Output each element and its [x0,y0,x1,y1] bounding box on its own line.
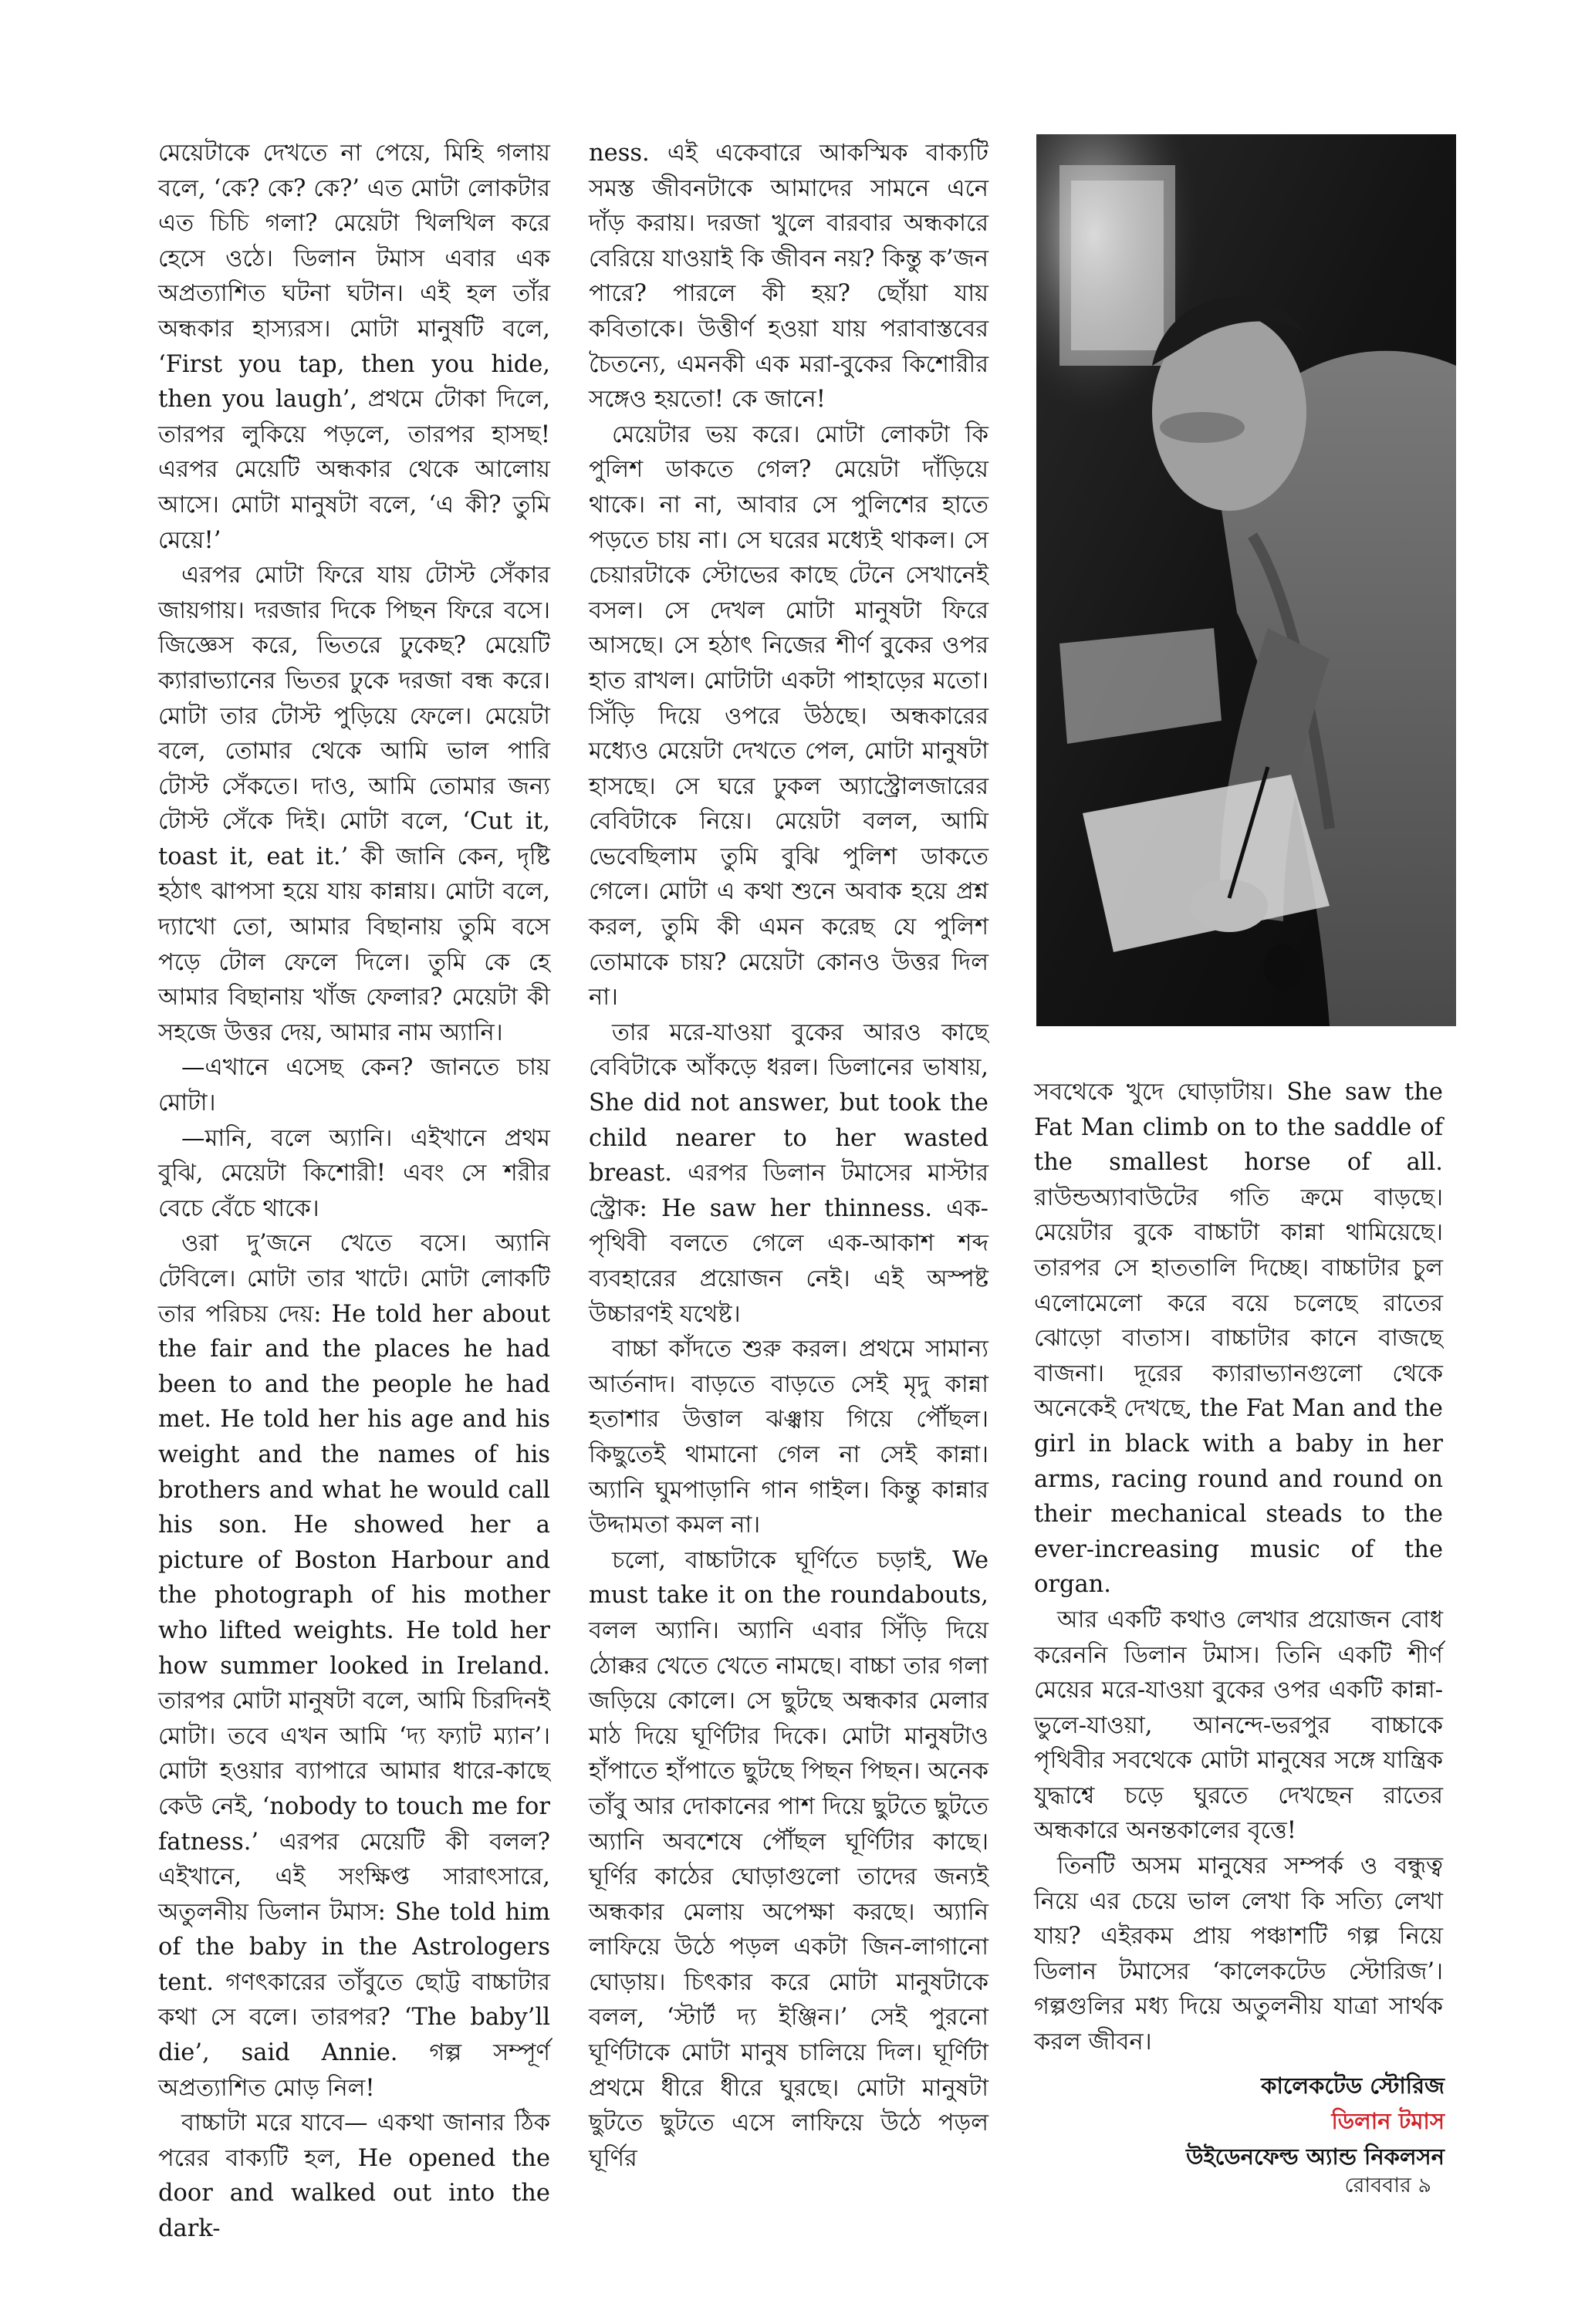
author-photo [1036,134,1456,1026]
paragraph: —মানি, বলে অ্যানি। এইখানে প্রথম বুঝি, মেয়েটা কিশোরী! এবং সে শরীর বেচে বেঁচে থাকে। [158,1124,550,1222]
paragraph: মেয়েটার ভয় করে। মোটা লোকটা কি পুলিশ ডাকতে গেল? মেয়েটা দাঁড়িয়ে থাকে। না না, আবার সে পুলিশের হাতে পড়তে চায় না। সে ঘরের মধ্যেই থাকল। সে চেয়ারটাকে স্টোভের কাছে টেনে সেখানেই বসল। সে দেখল মোটা মানুষটা ফিরে আসছে। সে হঠাৎ নিজের শীর্ণ বুকের ওপর হাত রাখল। মোটাটা একটা পাহাড়ের মতো। সিঁড়ি দিয়ে ওপরে উঠছে। অন্ধকারের মধ্যেও মেয়েটা দেখতে পেল, মোটা মানুষটা হাসছে। সে ঘরে ঢুকল অ্যাস্ট্রোলজারের বেবিটাকে নিয়ে। মেয়েটা বলল, আমি ভেবেছিলাম তুমি বুঝি পুলিশ ডাকতে গেলে। মোটা এ কথা শুনে অবাক হয়ে প্রশ্ন করল, তুমি কী এমন করেছ যে পুলিশ তোমাকে চায়? মেয়েটা কোনও উত্তর দিল না। [589,421,988,1012]
paragraph: তার মরে-যাওয়া বুকের আরও কাছে বেবিটাকে আঁকড়ে ধরল। ডিলানের ভাষায়, She did not answer, but took the child nearer to her wasted breast. এরপর ডিলান টমাসের মাস্টার স্ট্রোক: He saw her thinness. এক-পৃথিবী বলতে গেলে এক-আকাশ শব্দ ব্যবহারের প্রয়োজন নেই। এই অস্পষ্ট উচ্চারণই যথেষ্ট। [589,1018,988,1328]
paragraph: ওরা দু’জনে খেতে বসে। অ্যানি টেবিলে। মোটা তার খাটে। মোটা লোকটি তার পরিচয় দেয়: He told her about the fair and the places he had been to and the people he had met. He told her his age and his weight and the names of his brothers and what he would call his son. He showed her a picture of Boston Harbour and the photograph of his mother who lifted weights. He told her how summer looked in Ireland. তারপর মোটা মানুষটা বলে, আমি চিরদিনই মোটা। তবে এখন আমি ‘দ্য ফ্যাট ম্যান’। মোটা হওয়ার ব্যাপারে আমার ধারে-কাছে কেউ নেই, ‘nobody to touch me for fatness.’ এরপর মেয়েটি কী বলল? এইখানে, এই সংক্ষিপ্ত সারাৎসারে, অতুলনীয় ডিলান টমাস: She told him of the baby in the Astrologers tent. গণৎকারের তাঁবুতে ছোট্ট বাচ্চাটার কথা সে বলে। তারপর? ‘The baby’ll die’, said Annie. গল্প সম্পূর্ণ অপ্রত্যাশিত মোড় নিল! [158,1230,551,2102]
paragraph: তিনটি অসম মানুষের সম্পর্ক ও বন্ধুত্ব নিয়ে এর চেয়ে ভাল লেখা কি সত্যি লেখা যায়? এইরকম প্রায় পঞ্চাশটি গল্প নিয়ে ডিলান টমাসের ‘কালেকটেড স্টোরিজ’। গল্পগুলির মধ্য দিয়ে অতুলনীয় যাত্রা সার্থক করল জীবন। [1034,1853,1443,2056]
book-title: কালেকটেড স্টোরিজ [1261,2072,1445,2099]
paragraph: ness. এই একেবারে আকস্মিক বাক্যটি সমস্ত জীবনটাকে আমাদের সামনে এনে দাঁড় করায়। দরজা খুলে বারবার অন্ধকারে বেরিয়ে যাওয়াই কি জীবন নয়? কিন্তু ক’জন পারে? পারলে কী হয়? ছোঁয়া যায় কবিতাকে। উত্তীর্ণ হওয়া যায় পরাবাস্তবের চৈতন্যে, এমনকী এক মরা-বুকের কিশোরীর সঙ্গেও হয়তো! কে জানে! [589,140,988,414]
paragraph: বাচ্চা কাঁদতে শুরু করল। প্রথমে সামান্য আর্তনাদ। বাড়তে বাড়তে সেই মৃদু কান্না হতাশার উত্তাল ঝঞ্ঝায় গিয়ে পৌঁছল। কিছুতেই থামানো গেল না সেই কান্না। অ্যানি ঘুমপাড়ানি গান গাইল। কিন্তু কান্নার উদ্দামতা কমল না। [589,1336,988,1539]
book-author: ডিলান টমাস [1331,2108,1445,2134]
article-column-1 [158,136,550,2247]
paragraph: —এখানে এসেছ কেন? জানতে চায় মোটা। [158,1054,550,1117]
paragraph: চলো, বাচ্চাটাকে ঘূর্ণিতে চড়াই, We must take it on the roundabouts, বলল অ্যানি। অ্যানি এবার সিঁড়ি দিয়ে ঠোক্কর খেতে খেতে নামছে। বাচ্চা তার গলা জড়িয়ে কোলে। সে ছুটছে অন্ধকার মেলার মাঠ দিয়ে ঘূর্ণিটার দিকে। মোটা মানুষটাও হাঁপাতে হাঁপাতে ছুটছে পিছন পিছন। অনেক তাঁবু আর দোকানের পাশ দিয়ে ছুটতে ছুটতে অ্যানি অবশেষে পৌঁছল ঘূর্ণিটার কাছে। ঘূর্ণির কাঠের ঘোড়াগুলো তাদের জন্যই অন্ধকার মেলায় অপেক্ষা করছে। অ্যানি লাফিয়ে উঠে পড়ল একটা জিন-লাগানো ঘোড়ায়। চিৎকার করে মোটা মানুষটাকে বলল, ‘স্টার্ট দ্য ইঞ্জিন।’ সেই পুরনো ঘূর্ণিটাকে মোটা মানুষ চালিয়ে দিল। ঘূর্ণিটা প্রথমে ধীরে ধীরে ঘুরছে। মোটা মানুষটা ছুটতে ছুটতে এসে লাফিয়ে উঠে পড়ল ঘূর্ণির [589,1546,988,2172]
paragraph: বাচ্চাটা মরে যাবে— একথা জানার ঠিক পরের বাক্যটি হল, He opened the door and walked out into the dark- [158,2110,550,2243]
article-column-2 [589,136,988,2176]
book-credits [1186,2068,1445,2174]
paragraph: আর একটি কথাও লেখার প্রয়োজন বোধ করেননি ডিলান টমাস। তিনি একটি শীর্ণ মেয়ের মরে-যাওয়া বুকের ওপর একটি কান্না-ভুলে-যাওয়া, আনন্দে-ভরপুর বাচ্চাকে পৃথিবীর সবথেকে মোটা মানুষের সঙ্গে যান্ত্রিক যুদ্ধাশ্বে চড়ে ঘুরতে দেখছেন রাতের অন্ধকারে অনন্তকালের বৃত্তে! [1034,1606,1443,1845]
photo-illustration [1036,134,1456,1026]
article-column-3 [1034,1075,1443,2060]
page-folio: রোববার ৯ [1344,2174,1431,2197]
paragraph: মেয়েটাকে দেখতে না পেয়ে, মিহি গলায় বলে, ‘কে? কে? কে?’ এত মোটা লোকটার এত চিচি গলা? মেয়েটা খিলখিল করে হেসে ওঠে। ডিলান টমাস এবার এক অপ্রত্যাশিত ঘটনা ঘটান। এই হল তাঁর অন্ধকার হাস্যরস। মোটা মানুষটি বলে, ‘First you tap, then you hide, then you laugh’, প্রথমে টোকা দিলে, তারপর লুকিয়ে পড়লে, তারপর হাসছ! এরপর মেয়েটি অন্ধকার থেকে আলোয় আসে। মোটা মানুষটা বলে, ‘এ কী? তুমি মেয়ে!’ [158,140,550,554]
book-publisher: উইডেনফেল্ড অ্যান্ড নিকলসন [1185,2143,1445,2170]
paragraph: সবথেকে খুদে ঘোড়াটায়। She saw the Fat Man climb on to the saddle of the smallest horse of all. রাউন্ডঅ্যাবাউটের গতি ক্রমে বাড়ছে। মেয়েটার বুকে বাচ্চাটা কান্না থামিয়েছে। তারপর সে হাততালি দিচ্ছে। বাচ্চাটার চুল এলোমেলো করে বয়ে চলেছে রাতের ঝোড়ো বাতাস। বাচ্চাটার কানে বাজছে বাজনা। দূরের ক্যারাভ্যানগুলো থেকে অনেকেই দেখছে, the Fat Man and the girl in black with a baby in her arms, racing round and round on their mechanical steads to the ever-increasing music of the organ. [1034,1079,1443,1599]
paragraph: এরপর মোটা ফিরে যায় টোস্ট সেঁকার জায়গায়। দরজার দিকে পিছন ফিরে বসে। জিজ্ঞেস করে, ভিতরে ঢুকেছ? মেয়েটি ক্যারাভ্যানের ভিতর ঢুকে দরজা বন্ধ করে। মোটা তার টোস্ট পুড়িয়ে ফেলে। মেয়েটা বলে, তোমার থেকে আমি ভাল পারি টোস্ট সেঁকতে। দাও, আমি তোমার জন্য টোস্ট সেঁকে দিই। মোটা বলে, ‘Cut it, toast it, eat it.’ কী জানি কেন, দৃষ্টি হঠাৎ ঝাপসা হয়ে যায় কান্নায়। মোটা বলে, দ্যাখো তো, আমার বিছানায় তুমি বসে পড়ে টোল ফেলে দিলে। তুমি কে হে আমার বিছানায় খাঁজ ফেলার? মেয়েটা কী সহজে উত্তর দেয়, আমার নাম অ্যানি। [158,562,550,1046]
